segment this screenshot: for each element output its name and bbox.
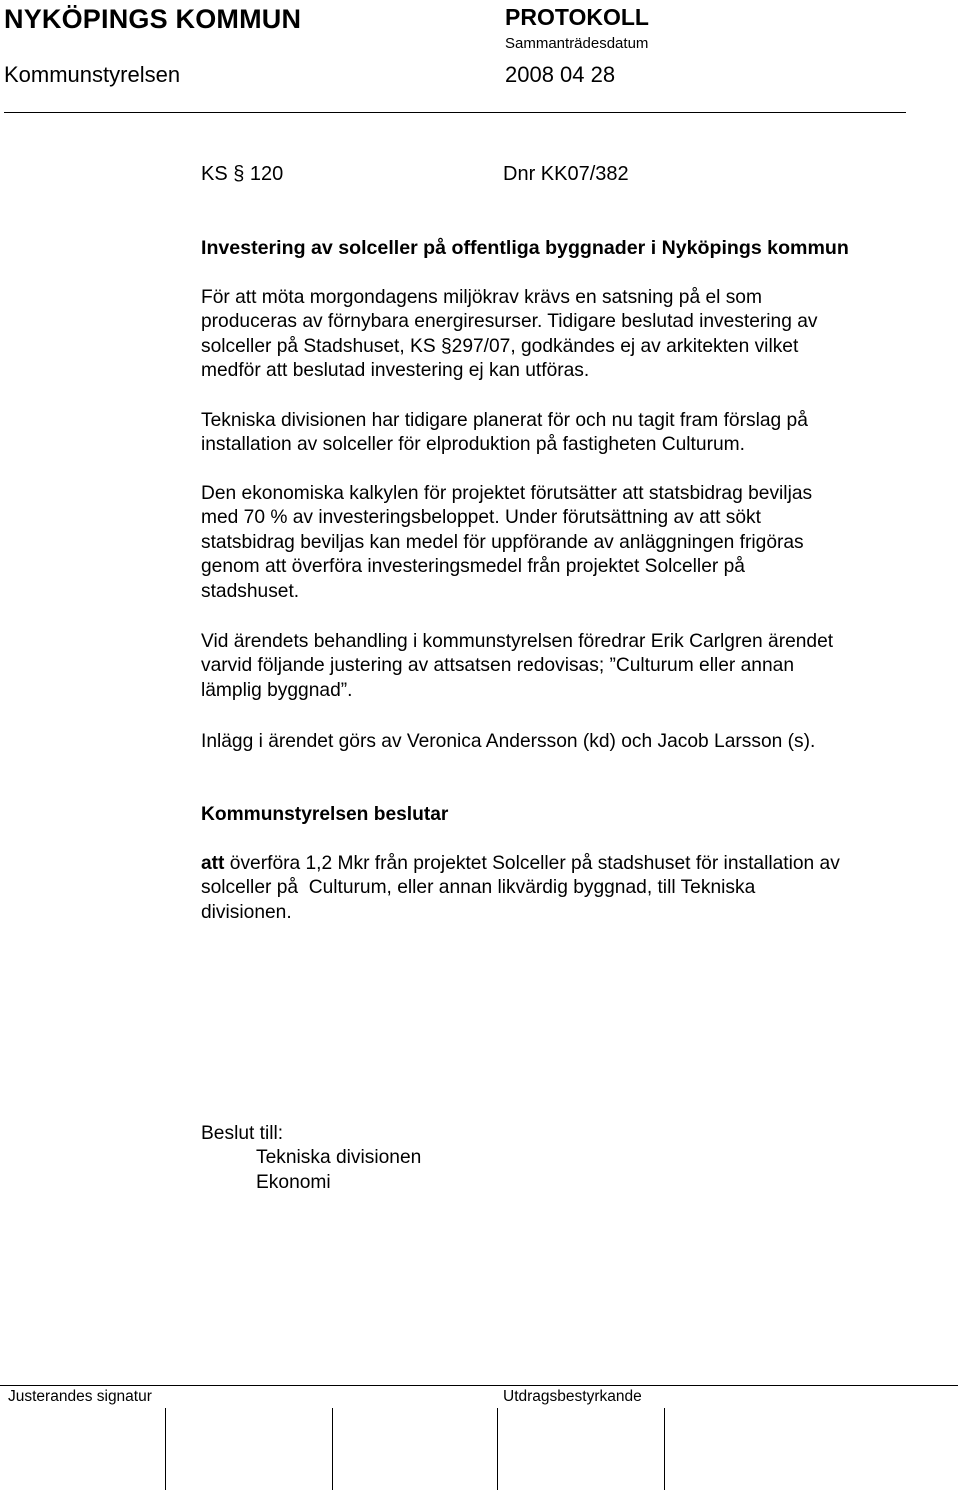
header-divider bbox=[4, 112, 906, 113]
paragraph-2 bbox=[201, 409, 921, 458]
paragraph-line: varvid följande justering av attsatsen redovisas; ”Culturum eller annan bbox=[201, 655, 794, 677]
signature-box-divider bbox=[664, 1408, 665, 1490]
meeting-date-label: Sammanträdesdatum bbox=[505, 35, 649, 52]
footer-divider bbox=[0, 1385, 958, 1386]
paragraph-line: lämplig byggnad”. bbox=[201, 679, 353, 701]
case-title: Investering av solceller på offentliga byggnader i Nyköpings kommun bbox=[201, 237, 849, 259]
signature-label: Justerandes signatur bbox=[8, 1388, 152, 1405]
signature-box-divider bbox=[332, 1408, 333, 1490]
paragraph-1 bbox=[201, 286, 921, 384]
paragraph-4 bbox=[201, 630, 921, 703]
distribution-recipient: Tekniska divisionen bbox=[256, 1147, 422, 1168]
case-number: KS § 120 bbox=[201, 163, 284, 185]
paragraph-line: solceller på Stadshuset, KS §297/07, godkändes ej av arkitekten vilket bbox=[201, 335, 799, 357]
decision-heading: Kommunstyrelsen beslutar bbox=[201, 804, 449, 825]
decision-line-text: överföra 1,2 Mkr från projektet Solceller på stadshuset för installation av bbox=[224, 853, 840, 874]
distribution-label: Beslut till: bbox=[201, 1123, 284, 1144]
paragraph-line: Vid ärendets behandling i kommunstyrelsen föredrar Erik Carlgren ärendet bbox=[201, 631, 834, 652]
paragraph-5 bbox=[201, 730, 921, 754]
paragraph-line: Tekniska divisionen har tidigare planerat för och nu tagit fram förslag på bbox=[201, 410, 808, 431]
decision-line: solceller på Culturum, eller annan likvärdig byggnad, till Tekniska bbox=[201, 877, 756, 899]
decision-line bbox=[201, 852, 921, 876]
paragraph-line: genom att överföra investeringsmedel från projektet Solceller på bbox=[201, 556, 745, 578]
paragraph-line: För att möta morgondagens miljökrav krävs en satsning på el som bbox=[201, 287, 762, 308]
decision-text bbox=[201, 852, 921, 925]
signature-box-divider bbox=[497, 1408, 498, 1490]
organization-name: NYKÖPINGS KOMMUN bbox=[4, 4, 302, 34]
extract-label: Utdragsbestyrkande bbox=[503, 1388, 642, 1405]
paragraph-line: Inlägg i ärendet görs av Veronica Andersson (kd) och Jacob Larsson (s). bbox=[201, 731, 816, 752]
diary-number: Dnr KK07/382 bbox=[503, 163, 629, 185]
paragraph-3 bbox=[201, 482, 921, 604]
paragraph-line: produceras av förnybara energiresurser. Tidigare beslutad investering av bbox=[201, 311, 818, 333]
signature-box-divider bbox=[165, 1408, 166, 1490]
document-type: PROTOKOLL bbox=[505, 4, 649, 30]
decision-line: divisionen. bbox=[201, 901, 292, 923]
paragraph-line: stadshuset. bbox=[201, 580, 300, 602]
paragraph-line: Den ekonomiska kalkylen för projektet förutsätter att statsbidrag beviljas bbox=[201, 483, 813, 504]
paragraph-line: installation av solceller för elproduktion på fastigheten Culturum. bbox=[201, 434, 745, 456]
distribution-recipient: Ekonomi bbox=[256, 1172, 331, 1193]
paragraph-line: med 70 % av investeringsbeloppet. Under förutsättning av att sökt bbox=[201, 507, 761, 529]
decision-keyword: att bbox=[201, 853, 225, 874]
paragraph-line: medför att beslutad investering ej kan utföras. bbox=[201, 360, 590, 382]
paragraph-line: statsbidrag beviljas kan medel för uppförande av anläggningen frigöras bbox=[201, 531, 804, 553]
board-name: Kommunstyrelsen bbox=[4, 62, 181, 87]
meeting-date: 2008 04 28 bbox=[505, 62, 616, 87]
